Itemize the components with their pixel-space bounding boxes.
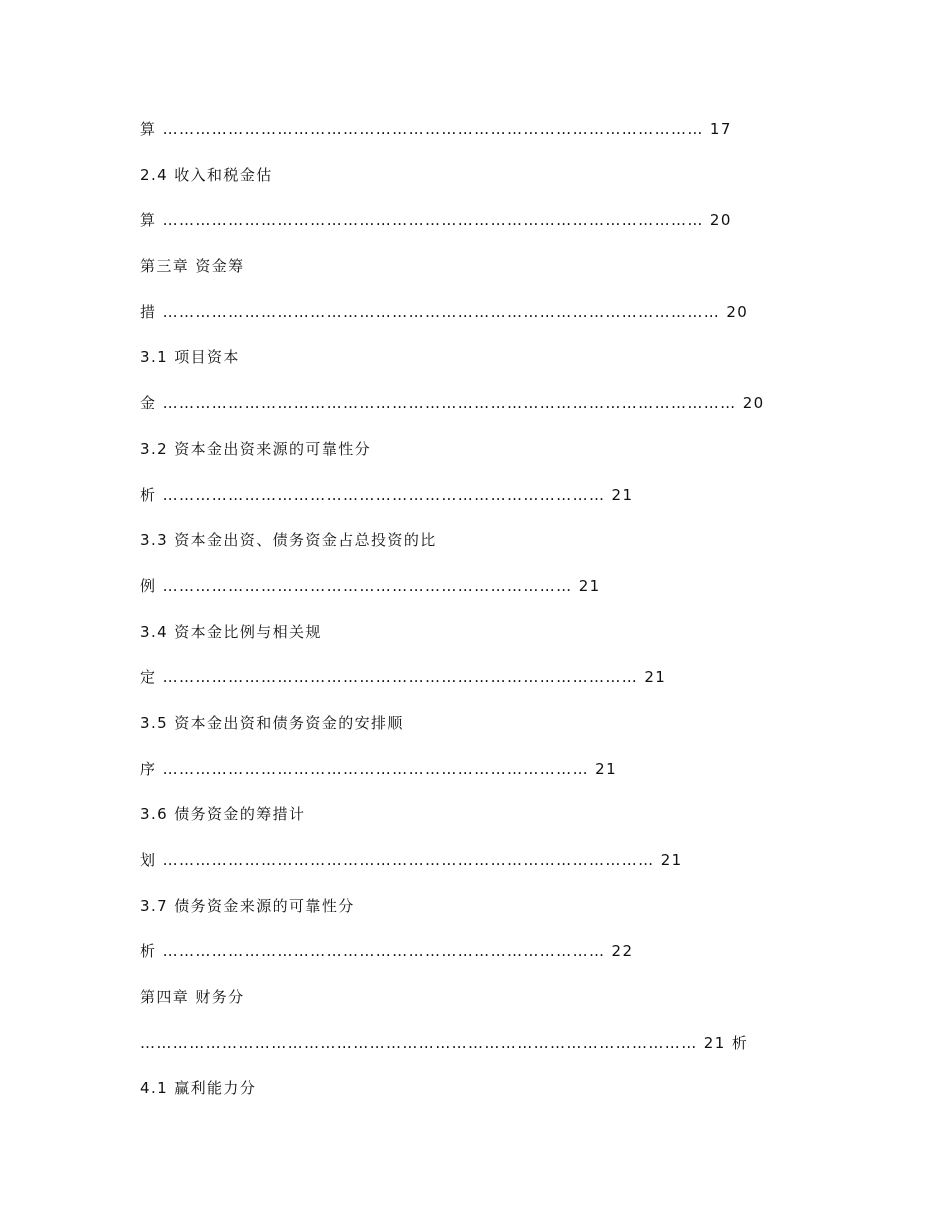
toc-line: ………………………………………………………………………………………… 21 析: [140, 1033, 749, 1052]
toc-line: 措 ………………………………………………………………………………………… 20: [140, 302, 749, 321]
toc-line: 定 …………………………………………………………………………… 21: [140, 668, 667, 687]
toc-line: 3.5 资本金出资和债务资金的安排顺: [140, 713, 404, 732]
toc-line: 3.7 债务资金来源的可靠性分: [140, 896, 355, 915]
toc-line: 3.3 资本金出资、债务资金占总投资的比: [140, 531, 437, 550]
toc-line: 序 …………………………………………………………………… 21: [140, 759, 618, 778]
toc-line: 第三章 资金筹: [140, 257, 245, 276]
toc-line: 例 ………………………………………………………………… 21: [140, 576, 601, 595]
toc-line: 第四章 财务分: [140, 988, 245, 1007]
toc-line: 析 ……………………………………………………………………… 21: [140, 485, 634, 504]
toc-line: 算 ……………………………………………………………………………………… 17: [140, 120, 732, 138]
table-of-contents: [140, 117, 840, 1122]
toc-line: 2.4 收入和税金估: [140, 165, 273, 184]
toc-line: 划 ……………………………………………………………………………… 21: [140, 851, 683, 869]
toc-line: 3.4 资本金比例与相关规: [140, 622, 322, 641]
toc-line: 金 …………………………………………………………………………………………… 20: [140, 394, 765, 413]
toc-line: 4.1 赢利能力分: [140, 1079, 257, 1098]
toc-line: 3.1 项目资本: [140, 348, 240, 367]
toc-line: 析 ……………………………………………………………………… 22: [140, 942, 634, 961]
toc-line: 算 ……………………………………………………………………………………… 20: [140, 211, 732, 230]
toc-line: 3.6 债务资金的筹措计: [140, 805, 306, 824]
toc-line: 3.2 资本金出资来源的可靠性分: [140, 439, 372, 458]
